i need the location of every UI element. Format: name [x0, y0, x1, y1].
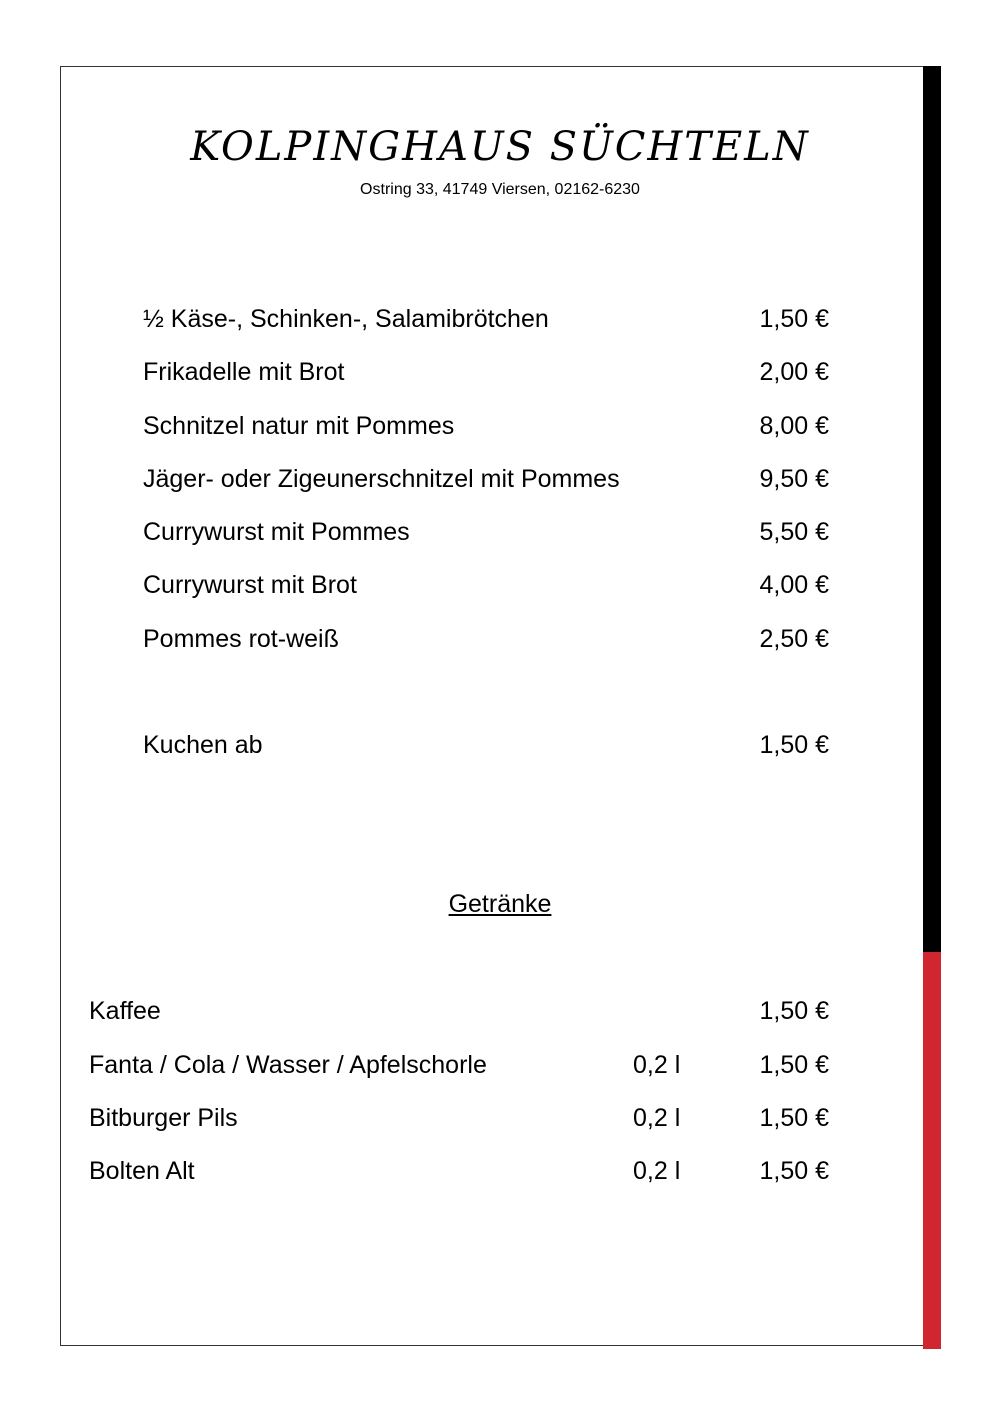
drink-item-name: Bolten Alt [89, 1157, 195, 1185]
address-line: Ostring 33, 41749 Viersen, 02162-6230 [360, 181, 640, 198]
food-item-price: 5,50 € [759, 518, 829, 546]
drink-item-size: 0,2 l [633, 1157, 681, 1185]
food-item-price: 4,00 € [759, 571, 829, 599]
cake-item-name: Kuchen ab [143, 731, 263, 759]
food-item-name: Currywurst mit Brot [143, 571, 357, 599]
cake-item-price: 1,50 € [759, 731, 829, 759]
food-item-name: ½ Käse-, Schinken-, Salamibrötchen [143, 305, 549, 333]
menu-title: KOLPINGHAUS SÜCHTELN [190, 124, 810, 170]
drink-item-price: 1,50 € [759, 1104, 829, 1132]
drink-item-name: Kaffee [89, 997, 161, 1025]
food-item-price: 2,50 € [759, 625, 829, 653]
drink-item-name: Bitburger Pils [89, 1104, 238, 1132]
decorative-bar-red [923, 952, 941, 1349]
food-item-name: Schnitzel natur mit Pommes [143, 412, 455, 440]
food-item-name: Currywurst mit Pommes [143, 518, 410, 546]
food-item-name: Pommes rot-weiß [143, 625, 339, 653]
food-item-price: 8,00 € [759, 412, 829, 440]
drinks-heading: Getränke [448, 890, 552, 918]
drink-item-size: 0,2 l [633, 1104, 681, 1132]
drink-item-price: 1,50 € [759, 997, 829, 1025]
food-item-name: Frikadelle mit Brot [143, 358, 345, 386]
drink-item-price: 1,50 € [759, 1157, 829, 1185]
drink-item-price: 1,50 € [759, 1051, 829, 1079]
menu-frame [60, 66, 940, 1346]
drink-item-name: Fanta / Cola / Wasser / Apfelschorle [89, 1051, 487, 1079]
drink-item-size: 0,2 l [633, 1051, 681, 1079]
food-item-name: Jäger- oder Zigeunerschnitzel mit Pommes [143, 465, 620, 493]
food-item-price: 2,00 € [759, 358, 829, 386]
food-item-price: 9,50 € [759, 465, 829, 493]
food-item-price: 1,50 € [759, 305, 829, 333]
